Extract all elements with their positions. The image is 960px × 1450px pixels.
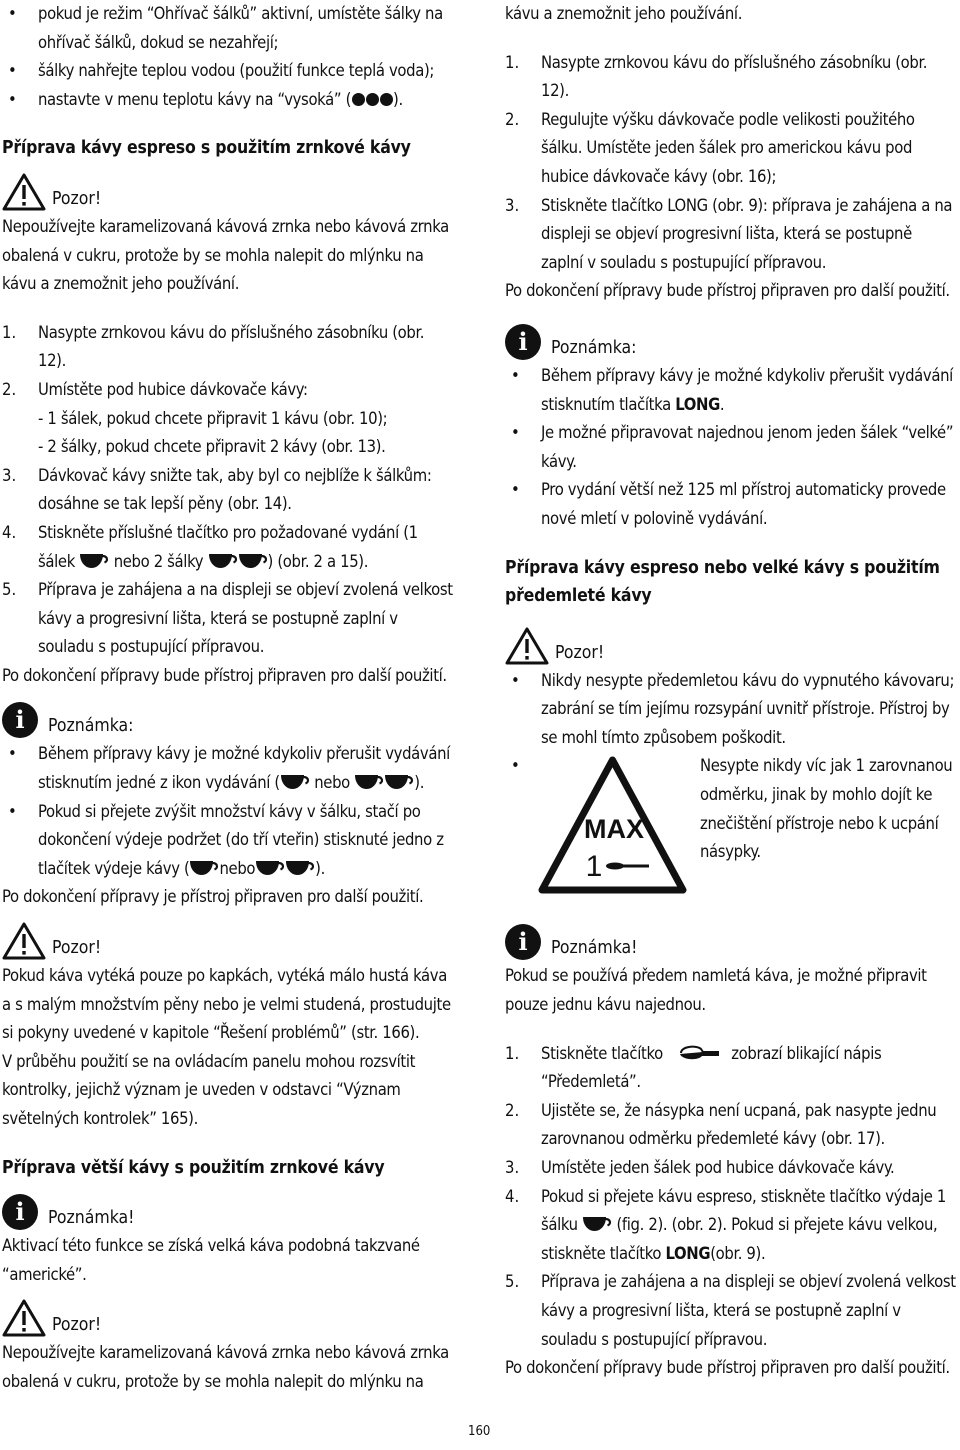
bullet-text: nebo: [314, 773, 350, 793]
paragraph: Po dokončení přípravy bude přístroj připraven pro další použití.: [2, 665, 447, 685]
step-text: Stiskněte příslušné tlačítko pro požadované vydání (1 šálek: [38, 522, 418, 571]
list-item: • Během přípravy kávy je možné kdykoliv přerušit vydávání stisknutím tlačítka LONG.: [511, 365, 953, 414]
step: [505, 192, 957, 278]
warning-block: [505, 625, 957, 665]
step-text: Příprava je zahájena a na displeji se objeví zvolená velkost kávy a progresivní lišta, která se postupně zaplní v souladu s postupující přípravou.: [541, 1272, 956, 1349]
double-cup-icon: [384, 774, 414, 790]
bullet-text: nebo: [219, 858, 256, 878]
step-number: 1.: [2, 322, 17, 342]
step-number: 4.: [505, 1186, 520, 1206]
warning-icon: [505, 627, 549, 665]
note-block: [2, 698, 454, 738]
step-text: Stiskněte tlačítko: [541, 1043, 663, 1063]
max-label: MAX: [584, 814, 644, 845]
warning-icon: [2, 173, 46, 211]
step: [2, 519, 454, 576]
step-number: 2.: [2, 379, 17, 399]
double-cup-icon: [238, 553, 268, 569]
note-label: Poznámka:: [551, 337, 637, 358]
warning-text: Nepoužívejte karamelizovaná kávová zrnka nebo kávová zrnka obalená v cukru, protože by se mohla nalepit do mlýnku na kávu a znemožnit jeho používání.: [2, 216, 449, 294]
bullet-text: .: [719, 394, 725, 414]
list-item: • Nikdy nesypte předemletou kávu do vypnutého kávovaru; zabrání se tím jejímu rozsypání uvnitř přístroje. Přístroj by se mohl tímto způsobem poškodit.: [505, 667, 957, 753]
max-scoop-figure: [535, 752, 690, 900]
list-item: • nastavte v menu teplotu kávy na “vysoká” ( ).: [8, 89, 403, 109]
step-number: 2.: [505, 1100, 520, 1120]
bullet-text: ).: [414, 773, 425, 793]
step-text: Dávkovač kávy snižte tak, aby byl co nejblíže k šálkům: dosáhne se tak lepší pěny (obr. 14).: [38, 465, 432, 514]
step-number: 2.: [505, 109, 520, 129]
warning-icon: [2, 1299, 46, 1337]
step: [505, 1154, 957, 1183]
warning-text: V průběhu použití se na ovládacím panelu mohou rozsvítit kontrolky, jejichž význam je uveden v odstavci “Význam světelných kontrolek” 165).: [2, 1051, 416, 1128]
bullet-text: nastavte v menu teplotu kávy na “vysoká” (: [38, 89, 352, 109]
bullet-text: Během přípravy kávy je možné kdykoliv přerušit vydávání stisknutím jedné z ikon vydávání (: [38, 744, 450, 793]
list-item: • Pokud si přejete zvýšit množství kávy v šálku, stačí po dokončení výdeje podržet (do tří vteřin) stisknuté jedno z tlačítek výdeje kávy ( nebo ).: [8, 801, 444, 878]
list-item: • MAX 1 Nesypte nikdy víc jak 1 zarovnanou odměrku, jinak by mohlo dojít ke znečištění přístroje nebo k ucpání násypky.: [505, 752, 957, 900]
bullet-text: pokud je režim “Ohřívač šálků” aktivní, umístěte šálky na ohřívač šálků, dokud se nezahřejí;: [38, 4, 443, 52]
step-text: - 2 šálky, pokud chcete připravit 2 kávy (obr. 13).: [38, 437, 386, 457]
left-column: [2, 0, 454, 1397]
section-heading: Příprava větší kávy s použitím zrnkové kávy: [2, 1157, 385, 1178]
warning-block: [2, 1297, 454, 1337]
step-text: ) (obr. 2 a 15).: [267, 551, 369, 571]
info-icon: i: [505, 324, 541, 360]
long-button-label: LONG: [665, 1243, 711, 1263]
step-text: Regulujte výšku dávkovače podle velikosti použitého šálku. Umístěte jeden šálek pro americkou kávu pod hubice dávkovače kávy (obr. 16);: [541, 109, 915, 186]
list-item: • šálky nahřejte teplou vodou (použití funkce teplá voda);: [2, 57, 454, 86]
double-cup-icon: [208, 553, 238, 569]
step: [505, 1097, 957, 1154]
step-number: 1.: [505, 52, 520, 72]
bullet-text: Pokud si přejete zvýšit množství kávy v šálku, stačí po dokončení výdeje podržet (do tří vteřin) stisknuté jedno z tlačítek výdeje kávy (: [38, 801, 444, 878]
scoop-icon: [606, 863, 624, 870]
warning-label: Pozor!: [52, 938, 102, 959]
note-block: [505, 320, 957, 360]
section-heading: Příprava kávy espreso s použitím zrnkové kávy: [2, 138, 411, 159]
info-icon: i: [2, 702, 38, 738]
paragraph: Po dokončení přípravy je přístroj připraven pro další použití.: [2, 887, 424, 907]
step-text: (obr. 9).: [710, 1243, 766, 1263]
double-cup-icon: [354, 774, 384, 790]
note-label: Poznámka:: [48, 716, 134, 737]
step-text: Příprava je zahájena a na displeji se objeví zvolená velkost kávy a progresivní lišta, která se postupně zaplní v souladu s postupující přípravou.: [38, 580, 453, 657]
note-label: Poznámka!: [551, 938, 638, 959]
bullet-text: šálky nahřejte teplou vodou (použití funkce teplá voda);: [38, 61, 435, 81]
max-number: 1: [585, 850, 603, 884]
step-number: 5.: [2, 580, 17, 600]
bullet-text: Pro vydání větší než 125 ml přístroj automaticky provede nové mletí v polovině vydávání.: [541, 480, 946, 528]
step: [2, 376, 454, 462]
single-cup-icon: [79, 553, 109, 569]
info-icon: i: [505, 924, 541, 960]
note-label: Poznámka!: [48, 1208, 135, 1229]
double-cup-icon: [285, 860, 315, 876]
step: [505, 106, 957, 192]
bullet-text: Je možné připravovat najednou jenom jeden šálek “velké” kávy.: [541, 423, 954, 471]
note-block: [505, 920, 957, 960]
single-cup-icon: [582, 1216, 612, 1232]
step: [505, 49, 957, 106]
warning-label: Pozor!: [52, 1315, 102, 1336]
step: [2, 576, 454, 662]
warning-block: [2, 920, 454, 960]
step-number: 1.: [505, 1043, 520, 1063]
bullet-text: ).: [315, 858, 325, 878]
step-number: 3.: [505, 195, 520, 215]
list-item: • Je možné připravovat najednou jenom jeden šálek “velké” kávy.: [505, 419, 957, 476]
step-number: 4.: [2, 522, 17, 542]
single-cup-icon: [280, 774, 310, 790]
bullet-text: Nesypte nikdy víc jak 1 zarovnanou odměrku, jinak by mohlo dojít ke znečištění přístroje nebo k ucpání násypky.: [700, 756, 953, 862]
right-column: [505, 0, 957, 1383]
step: [505, 1183, 957, 1269]
step-number: 5.: [505, 1272, 520, 1292]
temp-dot-icon: [380, 93, 393, 106]
step-number: 3.: [2, 465, 17, 485]
warning-icon: [2, 922, 46, 960]
note-text: Aktivací této funkce se získá velká káva podobná takzvané “americké”.: [2, 1236, 420, 1284]
step-text: Umístěte pod hubice dávkovače kávy:: [38, 379, 308, 399]
note-block: [2, 1190, 454, 1230]
warning-label: Pozor!: [52, 188, 102, 209]
list-item: • Během přípravy kávy je možné kdykoliv přerušit vydávání stisknutím jedné z ikon vydávání ( nebo ).: [8, 744, 450, 793]
step-text: Ujistěte se, že násypka není ucpaná, pak nasypte jednu zarovnanou odměrku předemleté kávy (obr. 17).: [541, 1100, 937, 1149]
step-text: Umístěte jeden šálek pod hubice dávkovače kávy.: [541, 1158, 895, 1178]
warning-text: Pokud káva vytéká pouze po kapkách, vytéká málo hustá káva a s malým množstvím pěny nebo je velmi studená, prostudujte si pokyny uvedené v kapitole “Řešení problémů” (str. 166).: [2, 966, 451, 1043]
step: [2, 462, 454, 519]
step: [2, 319, 454, 376]
warning-text: Nepoužívejte karamelizovaná kávová zrnka nebo kávová zrnka obalená v cukru, protože by se mohla nalepit do mlýnku na: [2, 1343, 449, 1391]
step-text: nebo 2 šálky: [113, 551, 204, 571]
bullet-text: Během přípravy kávy je možné kdykoliv přerušit vydávání stisknutím tlačítka: [541, 365, 953, 414]
temp-dot-icon: [366, 93, 379, 106]
note-text: Pokud se používá předem namletá káva, je možné připravit pouze jednu kávu najednou.: [505, 966, 927, 1015]
info-icon: i: [2, 1194, 38, 1230]
warning-label: Pozor!: [555, 642, 605, 663]
long-button-label: LONG: [675, 394, 720, 414]
list-item: • Pro vydání větší než 125 ml přístroj automaticky provede nové mletí v polovině vydávání.: [505, 476, 957, 533]
step-text: Nasypte zrnkovou kávu do příslušného zásobníku (obr. 12).: [38, 322, 425, 371]
paragraph: Po dokončení přípravy bude přístroj připraven pro další použití.: [505, 281, 950, 301]
step: [505, 1268, 957, 1354]
bullet-text-end: ).: [393, 89, 403, 109]
paragraph: kávu a znemožnit jeho používání.: [505, 4, 743, 23]
warning-block: [2, 171, 454, 211]
step-text: zobrazí blikající nápis “Předemletá”.: [541, 1043, 882, 1092]
list-item: • pokud je režim “Ohřívač šálků” aktivní, umístěte šálky na ohřívač šálků, dokud se nezahřejí;: [2, 0, 454, 57]
section-heading: Příprava kávy espreso nebo velké kávy s použitím předemleté kávy: [505, 557, 940, 607]
pre-ground-scoop-icon: [677, 1043, 721, 1063]
step-text: (fig. 2). (obr. 2). Pokud si přejete kávu velkou, stiskněte tlačítko: [541, 1215, 938, 1263]
step: [505, 1040, 957, 1097]
double-cup-icon: [255, 860, 285, 876]
step-text: Stiskněte tlačítko LONG (obr. 9): příprava je zahájena a na displeji se objeví progresivní lišta, která se postupně zaplní v souladu s postupující přípravou.: [541, 195, 953, 272]
single-cup-icon: [189, 860, 219, 876]
bullet-text: Nikdy nesypte předemletou kávu do vypnutého kávovaru; zabrání se tím jejímu rozsypání uvnitř přístroje. Přístroj by se mohl tímto způsobem poškodit.: [541, 670, 955, 747]
step-text: Pokud si přejete kávu espreso, stiskněte tlačítko výdaje 1 šálku: [541, 1186, 946, 1235]
temp-dot-icon: [352, 93, 365, 106]
step-text: Nasypte zrnkovou kávu do příslušného zásobníku (obr. 12).: [541, 52, 928, 101]
step-text: - 1 šálek, pokud chcete připravit 1 kávu (obr. 10);: [38, 408, 388, 428]
page-number: 160: [468, 1424, 491, 1439]
step-number: 3.: [505, 1158, 520, 1178]
paragraph: Po dokončení přípravy bude přístroj připraven pro další použití.: [505, 1358, 950, 1378]
